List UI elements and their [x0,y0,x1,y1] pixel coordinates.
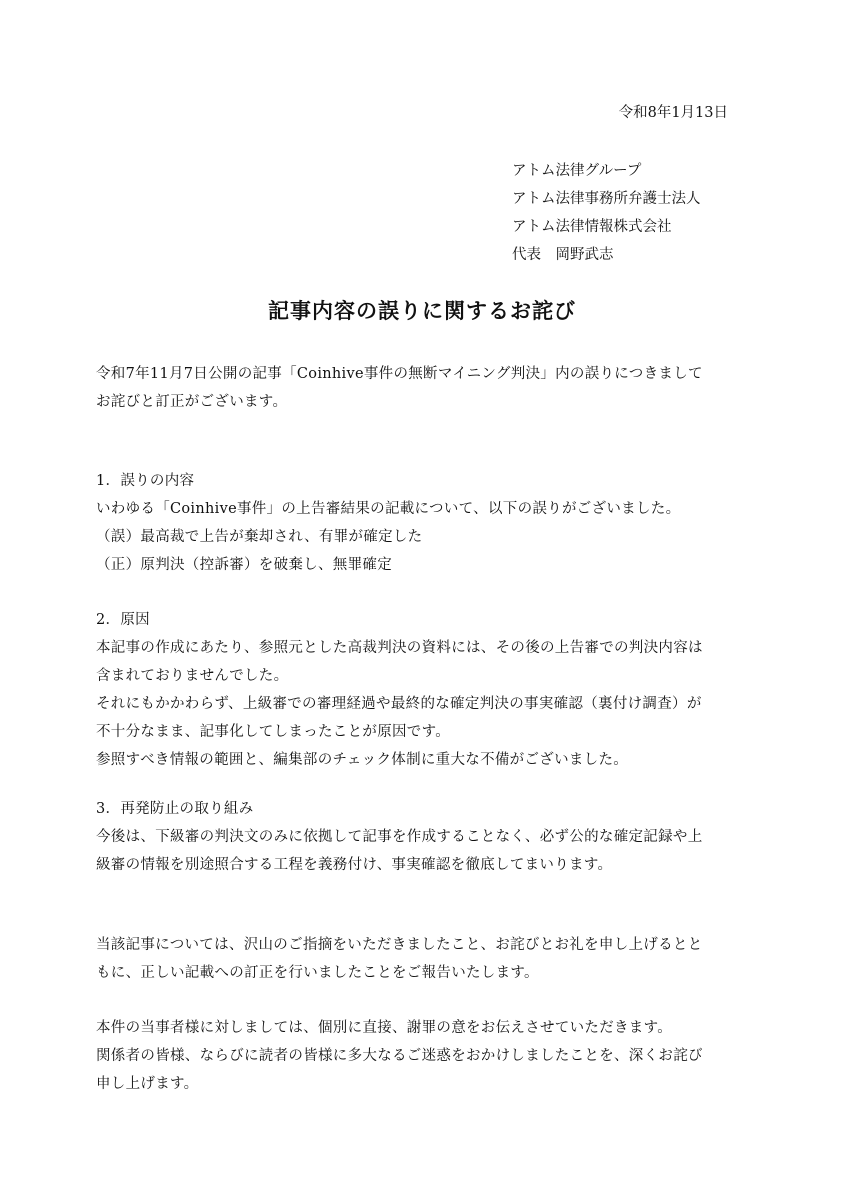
section-line: 本記事の作成にあたり、参照元とした高裁判決の資料には、その後の上告審での判決内容は [96,640,703,656]
section-line: 級審の情報を別途照合する工程を義務付け、事実確認を徹底してまいります。 [96,857,613,873]
closing-line: もに、正しい記載への訂正を行いましたことをご報告いたします。 [96,965,539,981]
section-cause [96,606,756,774]
intro-line: お詫びと訂正がございます。 [96,394,288,410]
error-incorrect-line: （誤）最高裁で上告が棄却され、有罪が確定した [96,529,423,545]
apology-line: 申し上げます。 [96,1076,199,1092]
document-date: 令和8年1月13日 [618,105,728,121]
section-line: それにもかかわらず、上級審での審理経過や最終的な確定判決の事実確認（裏付け調査）が [96,696,702,712]
section-error-content [96,467,756,579]
apology-line: 本件の当事者様に対しましては、個別に直接、謝罪の意をお伝えさせていただきます。 [96,1020,673,1036]
sender-representative: 代表 岡野武志 [512,247,614,263]
section-line: 参照すべき情報の範囲と、編集部のチェック体制に重大な不備がございました。 [96,752,629,768]
apology-line: 関係者の皆様、ならびに読者の皆様に多大なるご迷惑をおかけしましたことを、深くお詫び [96,1048,703,1064]
sender-line: アトム法律情報株式会社 [512,219,672,235]
document-title: 記事内容の誤りに関するお詫び [268,298,576,323]
section-heading: 2．原因 [96,612,150,628]
closing-line: 当該記事については、沢山のご指摘をいただきましたこと、お詫びとお礼を申し上げるとと [96,937,703,953]
section-line: 不十分なまま、記事化してしまったことが原因です。 [96,724,451,740]
sender-line: アトム法律グループ [512,163,642,179]
section-heading: 3．再発防止の取り組み [96,801,254,817]
apology-paragraph [96,1014,756,1098]
section-line: いわゆる「Coinhive事件」の上告審結果の記載について、以下の誤りがございました。 [96,501,681,517]
intro-paragraph [96,360,756,416]
error-correct-line: （正）原判決（控訴審）を破棄し、無罪確定 [96,557,392,573]
intro-line: 令和7年11月7日公開の記事「Coinhive事件の無断マイニング判決」内の誤りにつきまして [96,366,703,382]
closing-paragraph [96,931,756,987]
section-heading: 1．誤りの内容 [96,473,195,489]
section-line: 今後は、下級審の判決文のみに依拠して記事を作成することなく、必ず公的な確定記録や上 [96,829,703,845]
section-line: 含まれておりませんでした。 [96,668,289,684]
sender-block [512,157,701,269]
sender-line: アトム法律事務所弁護士法人 [512,191,701,207]
section-prevention [96,795,756,879]
